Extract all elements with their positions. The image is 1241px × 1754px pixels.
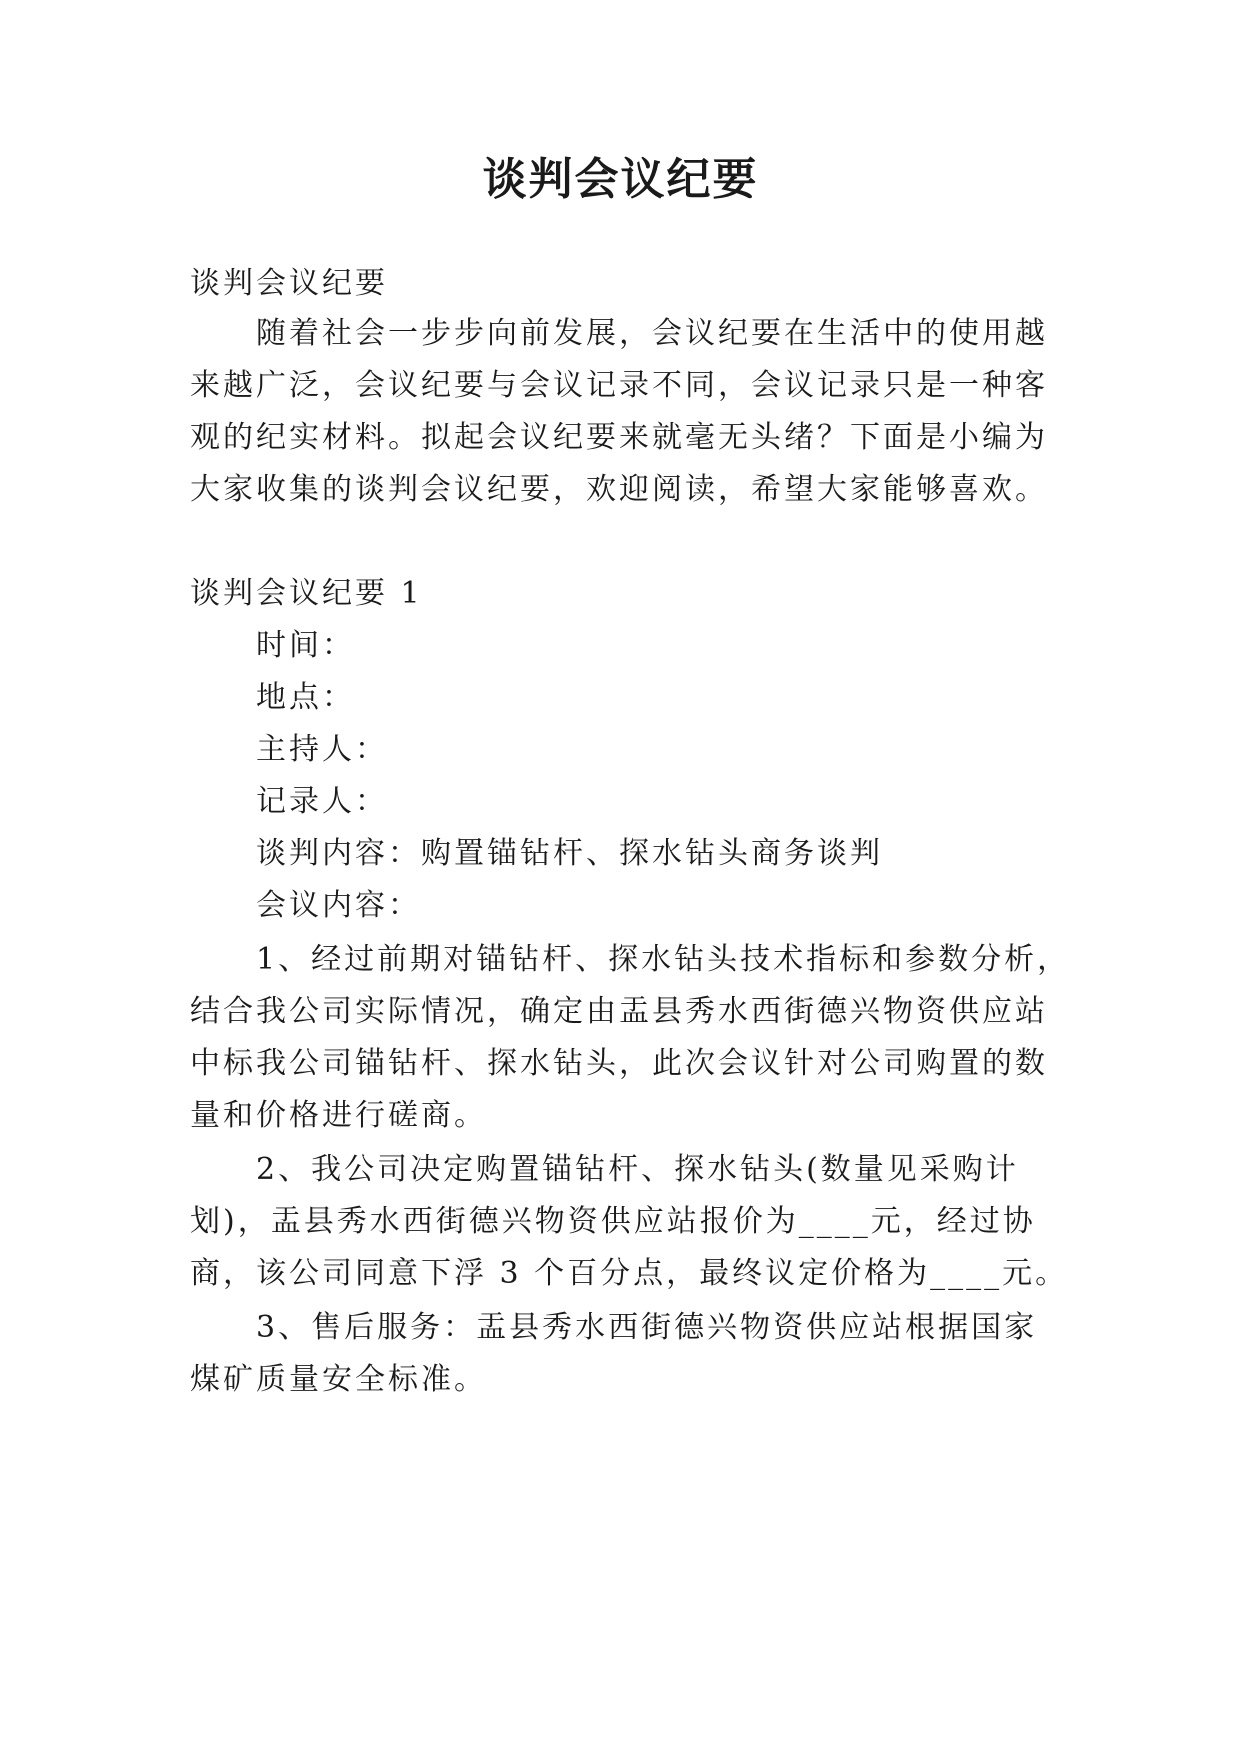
document-title: 谈判会议纪要	[482, 154, 759, 205]
section-heading: 谈判会议纪要 1	[190, 576, 423, 611]
item1-line: 1、经过前期对锚钻杆、探水钻头技术指标和参数分析，	[256, 942, 1071, 977]
item1-line: 中标我公司锚钻杆、探水钻头，此次会议针对公司购置的数	[190, 1046, 1048, 1081]
topic-line: 谈判内容：购置锚钻杆、探水钻头商务谈判	[256, 836, 883, 871]
document-subtitle: 谈判会议纪要	[190, 266, 388, 301]
item2-line: 划)，盂县秀水西街德兴物资供应站报价为____元，经过协	[190, 1204, 1036, 1239]
place-label: 地点：	[256, 680, 355, 715]
item2-line: 商，该公司同意下浮 3 个百分点，最终议定价格为____元。	[190, 1256, 1069, 1291]
host-label: 主持人：	[256, 732, 388, 767]
item1-line: 量和价格进行磋商。	[190, 1098, 487, 1133]
recorder-label: 记录人：	[256, 784, 388, 819]
intro-line: 大家收集的谈判会议纪要，欢迎阅读，希望大家能够喜欢。	[190, 472, 1048, 507]
time-label: 时间：	[256, 628, 355, 663]
item3-line: 煤矿质量安全标准。	[190, 1362, 487, 1397]
intro-line: 来越广泛，会议纪要与会议记录不同，会议记录只是一种客	[190, 368, 1048, 403]
item1-line: 结合我公司实际情况，确定由盂县秀水西街德兴物资供应站	[190, 994, 1048, 1029]
content-label: 会议内容：	[256, 888, 421, 923]
intro-line: 随着社会一步步向前发展，会议纪要在生活中的使用越	[256, 316, 1048, 351]
item3-line: 3、售后服务：盂县秀水西街德兴物资供应站根据国家	[256, 1310, 1038, 1345]
item2-line: 2、我公司决定购置锚钻杆、探水钻头(数量见采购计	[256, 1152, 1019, 1187]
intro-line: 观的纪实材料。拟起会议纪要来就毫无头绪？下面是小编为	[190, 420, 1048, 455]
